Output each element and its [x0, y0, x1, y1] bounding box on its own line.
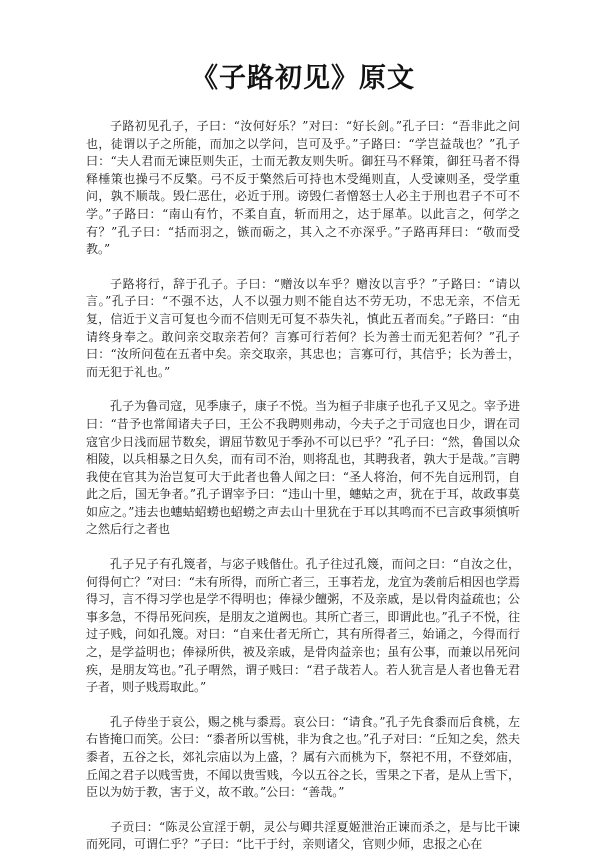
paragraph: 子贡曰：“陈灵公宣淫于朝，灵公与卿共淫夏姬泄治正谏而杀之，是与比干谏而死同，可谓仁乎？”子曰：“比干于纣，亲则诸父，官则少师，忠报之心在 — [86, 819, 520, 852]
page-title: 《子路初见》原文 — [191, 63, 415, 94]
paragraph: 孔子兄子有孔篾者，与宓子贱偕仕。孔子往过孔篾，而问之曰：“自汝之仕，何得何亡？”对曰：“未有所得，而所亡者三，王事若龙，龙宜为袭前后相因也学焉得习，言不得习学也是学不得明也；俸禄少饘粥，不及亲戚，是以骨肉益疏也；公事多急，不得吊死问疾，是朋友之道阙也。其所亡者三，即谓此也。”孔子不悦，往过子贱，问如孔篾。对曰：“自来仕者无所亡，其有所得者三，始诵之，今得而行之，是学益明也；俸禄所供，被及亲戚，是骨肉益亲也；虽有公事，而兼以吊死问疾，是朋友笃也。”孔子喟然，谓子贱曰：“君子哉若人。若人犹言是人者也鲁无君子者，则子贱焉取此。” — [86, 557, 520, 695]
paragraph: 子路将行，辞于孔子。子曰：“赠汝以车乎？赠汝以言乎？”子路曰：“请以言。”孔子曰：“不强不达，人不以强力则不能自达不劳无功，不忠无亲，不信无复，信近于义言可复也今而不信则无可复不恭失礼，慎此五者而矣。”子路曰：“由请终身奉之。敢问亲交取亲若何？言寡可行若何？长为善士而无犯若何？”孔子曰：“汝所问苞在五者中矣。亲交取亲，其忠也；言寡可行，其信乎；长为善士，而无犯于礼也。” — [86, 276, 520, 379]
paragraph: 子路初见孔子，子曰：“汝何好乐？”对曰：“好长剑。”孔子曰：“吾非此之问也，徒谓以子之所能，而加之以学问，岂可及乎。”子路曰：“学岂益哉也？”孔子曰：“夫人君而无谏臣则失正，士而无教友则失听。御狂马不释策，御狂马者不得释棰策也操弓不反檠。弓不反于檠然后可持也木受绳则直，人受谏则圣，受学重问，孰不顺哉。毁仁恶仕，必近于刑。谤毁仁者憎怒士人必主于刑也君子不可不学。”子路曰：“南山有竹，不柔自直，斩而用之，达于犀革。以此言之，何学之有？”孔子曰：“括而羽之，镞而砺之，其入之不亦深乎。”子路再拜曰：“敬而受教。” — [86, 119, 520, 257]
paragraph: 孔子侍坐于哀公，赐之桃与黍焉。哀公曰：“请食。”孔子先食黍而后食桃，左右皆掩口而笑。公曰：“黍者所以雪桃，非为食之也。”孔子对曰：“丘知之矣，然夫黍者，五谷之长，郊礼宗庙以为上盛，？属有六而桃为下，祭祀不用，不登郊庙，丘闻之君子以贱雪贵，不闻以贵雪贱，今以五谷之长，雪果之下者，是从上雪下，臣以为妨于教，害于义，故不敢。”公曰：“善哉。” — [86, 714, 520, 800]
paragraph: 孔子为鲁司寇，见季康子，康子不悦。当为桓子非康子也孔子又见之。宰予进曰：“昔予也常闻诸夫子曰，王公不我聘则弗动，今夫子之于司寇也日少，谓在司寇官少日浅而屈节数矣，谓屈节数见于季孙不可以已乎？”孔子曰：“然，鲁国以众相陵，以兵相暴之日久矣，而有司不治，则将乱也，其聘我者，孰大于是哉。”言聘我使在官其为治岂复可大于此者也鲁人闻之曰：“圣人将治，何不先自远刑罚，自此之后，国无争者。”孔子谓宰予曰：“违山十里，蟪蛄之声，犹在于耳，故政事莫如应之。”违去也蟪蛄蛁蟧也蛁蟧之声去山十里犹在于耳以其鸣而不已言政事须慎听之然后行之者也 — [86, 399, 520, 537]
